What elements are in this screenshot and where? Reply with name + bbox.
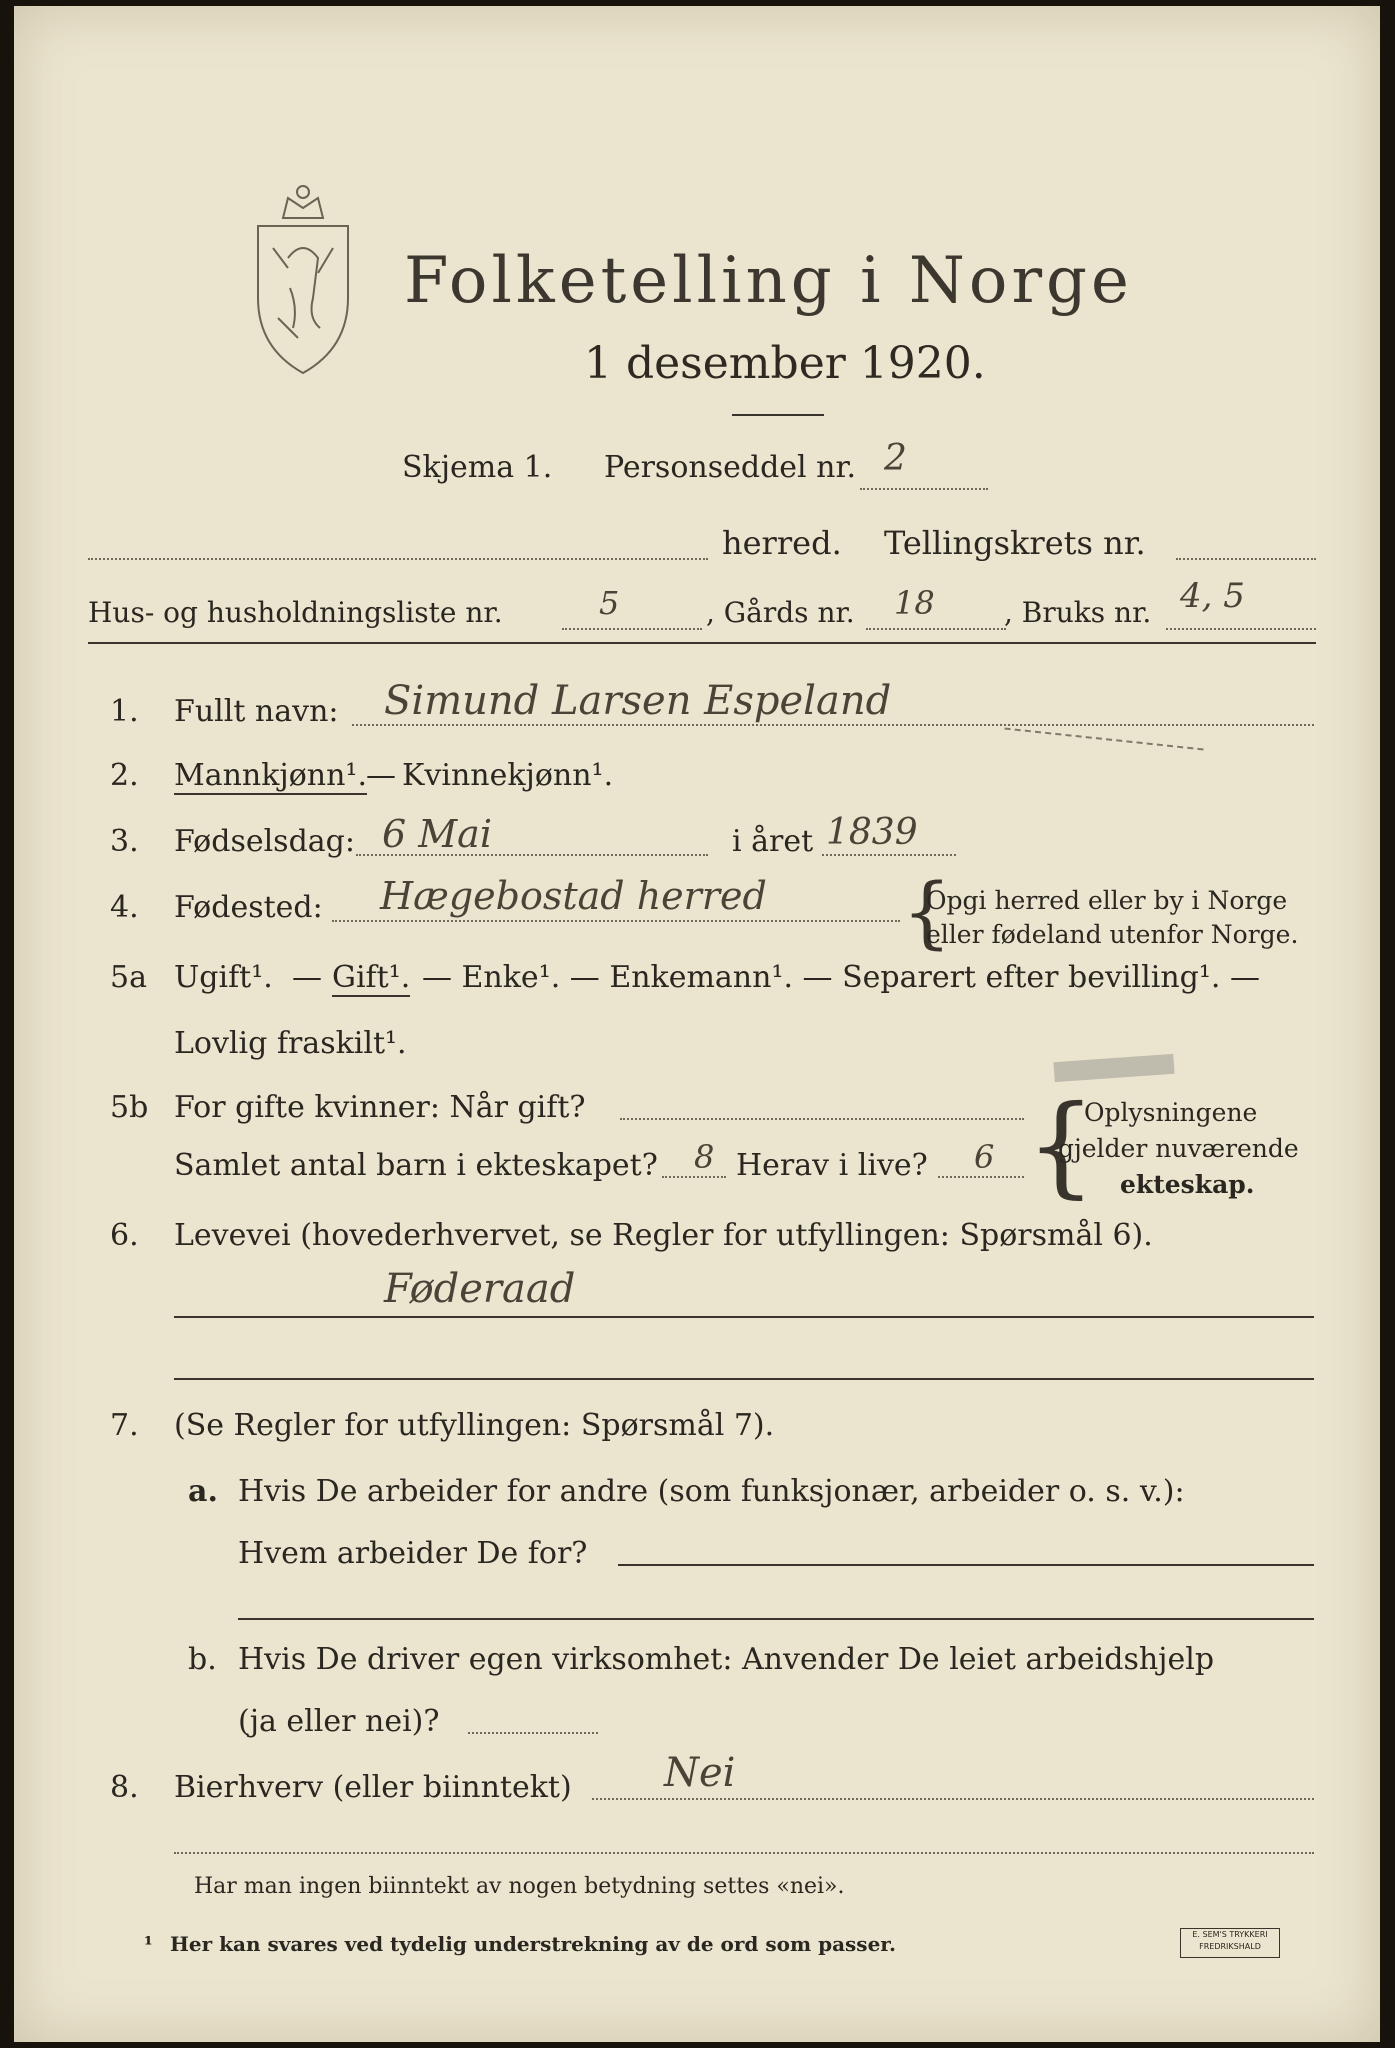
q6-occupation-value[interactable]: Føderaad	[384, 1266, 576, 1312]
footnote-mark: ¹	[144, 1932, 153, 1956]
smudge-mark	[1053, 1054, 1174, 1082]
q7b-label-2: (ja eller nei)?	[238, 1704, 440, 1739]
q7-number: 7.	[110, 1408, 139, 1443]
q5b-brace: {	[1026, 1081, 1096, 1209]
q2-separator: —	[366, 758, 396, 793]
q4-note-line1: Opgi herred eller by i Norge	[926, 886, 1288, 915]
q7b-letter: b.	[188, 1642, 217, 1677]
bruks-value[interactable]: 4, 5	[1180, 576, 1245, 616]
q5a-number: 5a	[110, 960, 147, 995]
personseddel-field-line	[860, 488, 988, 490]
gards-label: , Gårds nr.	[706, 596, 855, 629]
q8-label: Bierhverv (eller biinntekt)	[174, 1770, 572, 1805]
q1-number: 1.	[110, 694, 139, 729]
q5b-children-label: Samlet antal barn i ekteskapet?	[174, 1148, 658, 1183]
q8-field-line-2	[174, 1852, 1314, 1854]
q1-full-name-value[interactable]: Simund Larsen Espeland	[384, 678, 892, 724]
q7-label: (Se Regler for utfyllingen: Spørsmål 7).	[174, 1408, 775, 1443]
hus-value[interactable]: 5	[599, 584, 620, 622]
q8-number: 8.	[110, 1770, 139, 1805]
footer-note: Har man ingen biinntekt av nogen betydning settes «nei».	[194, 1874, 845, 1899]
q5b-children-value[interactable]: 8	[694, 1138, 715, 1176]
hus-field-line	[562, 628, 702, 630]
gards-field-line	[866, 628, 1006, 630]
q5b-alive-label: Herav i live?	[736, 1148, 928, 1183]
q5b-married-field-line	[620, 1118, 1024, 1120]
personseddel-value[interactable]: 2	[884, 438, 907, 479]
bruks-field-line	[1166, 628, 1316, 630]
q7a-field-line-2[interactable]	[238, 1618, 1314, 1620]
q2-female-option[interactable]: Kvinnekjønn¹.	[402, 758, 614, 793]
herred-field-line	[88, 558, 708, 560]
q6-field-line-1	[174, 1316, 1314, 1318]
q4-label: Fødested:	[174, 890, 323, 925]
q6-label: Levevei (hovederhvervet, se Regler for utfyllingen: Spørsmål 6).	[174, 1218, 1153, 1253]
gards-value[interactable]: 18	[894, 584, 935, 622]
coat-of-arms-icon	[248, 178, 358, 378]
q3-year-value[interactable]: 1839	[826, 812, 918, 853]
q1-field-line	[352, 724, 1314, 726]
tellingskrets-field-line	[1176, 558, 1316, 560]
q4-field-line	[332, 920, 900, 922]
herred-label: herred.	[722, 524, 842, 562]
q5a-fraskilt-option[interactable]: Lovlig fraskilt¹.	[174, 1026, 407, 1061]
stray-mark	[1004, 728, 1203, 751]
printer-stamp: E. SEM'S TRYKKERI FREDRIKSHALD	[1180, 1928, 1280, 1958]
q5b-number: 5b	[110, 1090, 149, 1125]
q7a-letter: a.	[188, 1474, 218, 1509]
q2-male-option[interactable]: Mannkjønn¹.	[174, 758, 367, 793]
q5b-alive-field-line	[938, 1176, 1024, 1178]
q4-note-line2: eller fødeland utenfor Norge.	[926, 920, 1299, 949]
q5a-dash: —	[292, 960, 322, 995]
q7a-label-2: Hvem arbeider De for?	[238, 1536, 588, 1571]
q5a-other-options[interactable]: — Enke¹. — Enkemann¹. — Separert efter bevilling¹. —	[422, 960, 1260, 995]
q5b-note-line3: ekteskap.	[1120, 1170, 1255, 1199]
q3-label: Fødselsdag:	[174, 824, 355, 859]
form-title: Folketelling i Norge	[404, 244, 1133, 318]
q8-field-line	[592, 1798, 1314, 1800]
q4-birthplace-value[interactable]: Hægebostad herred	[380, 874, 767, 918]
divider	[732, 414, 824, 416]
q5b-note-line2: gjelder nuværende	[1058, 1134, 1299, 1163]
q7a-field-line-1[interactable]	[618, 1564, 1314, 1566]
q7b-field-line[interactable]	[468, 1732, 598, 1734]
q5a-ugift-option[interactable]: Ugift¹.	[174, 960, 273, 995]
q5a-gift-option[interactable]: Gift¹.	[332, 960, 411, 995]
q4-brace: {	[902, 868, 952, 958]
q5b-note-line1: Oplysningene	[1084, 1098, 1258, 1127]
bruks-label: , Bruks nr.	[1004, 596, 1152, 629]
personseddel-label: Personseddel nr.	[604, 450, 857, 485]
q3-number: 3.	[110, 824, 139, 859]
form-date: 1 desember 1920.	[584, 338, 986, 389]
q6-number: 6.	[110, 1218, 139, 1253]
q5b-alive-value[interactable]: 6	[974, 1138, 995, 1176]
schema-label: Skjema 1.	[402, 450, 553, 485]
header-rule	[88, 642, 1316, 644]
q1-label: Fullt navn:	[174, 694, 339, 729]
q7b-label-1: Hvis De driver egen virksomhet: Anvender De leiet arbeidshjelp	[238, 1642, 1215, 1677]
census-form-sheet	[14, 6, 1380, 2042]
tellingskrets-label: Tellingskrets nr.	[884, 524, 1146, 562]
q3-year-label: i året	[732, 824, 814, 859]
q7a-label-1: Hvis De arbeider for andre (som funksjonær, arbeider o. s. v.):	[238, 1474, 1185, 1509]
q8-value[interactable]: Nei	[664, 1750, 736, 1796]
hus-label: Hus- og husholdningsliste nr.	[88, 596, 503, 629]
q3-day-value[interactable]: 6 Mai	[382, 812, 492, 856]
footnote-text: Her kan svares ved tydelig understrekning av de ord som passer.	[170, 1932, 896, 1956]
q2-number: 2.	[110, 758, 139, 793]
q3-year-field-line	[822, 854, 956, 856]
q5b-married-label: For gifte kvinner: Når gift?	[174, 1090, 586, 1125]
q4-number: 4.	[110, 890, 139, 925]
q5b-children-field-line	[662, 1176, 726, 1178]
q6-field-line-2	[174, 1378, 1314, 1380]
